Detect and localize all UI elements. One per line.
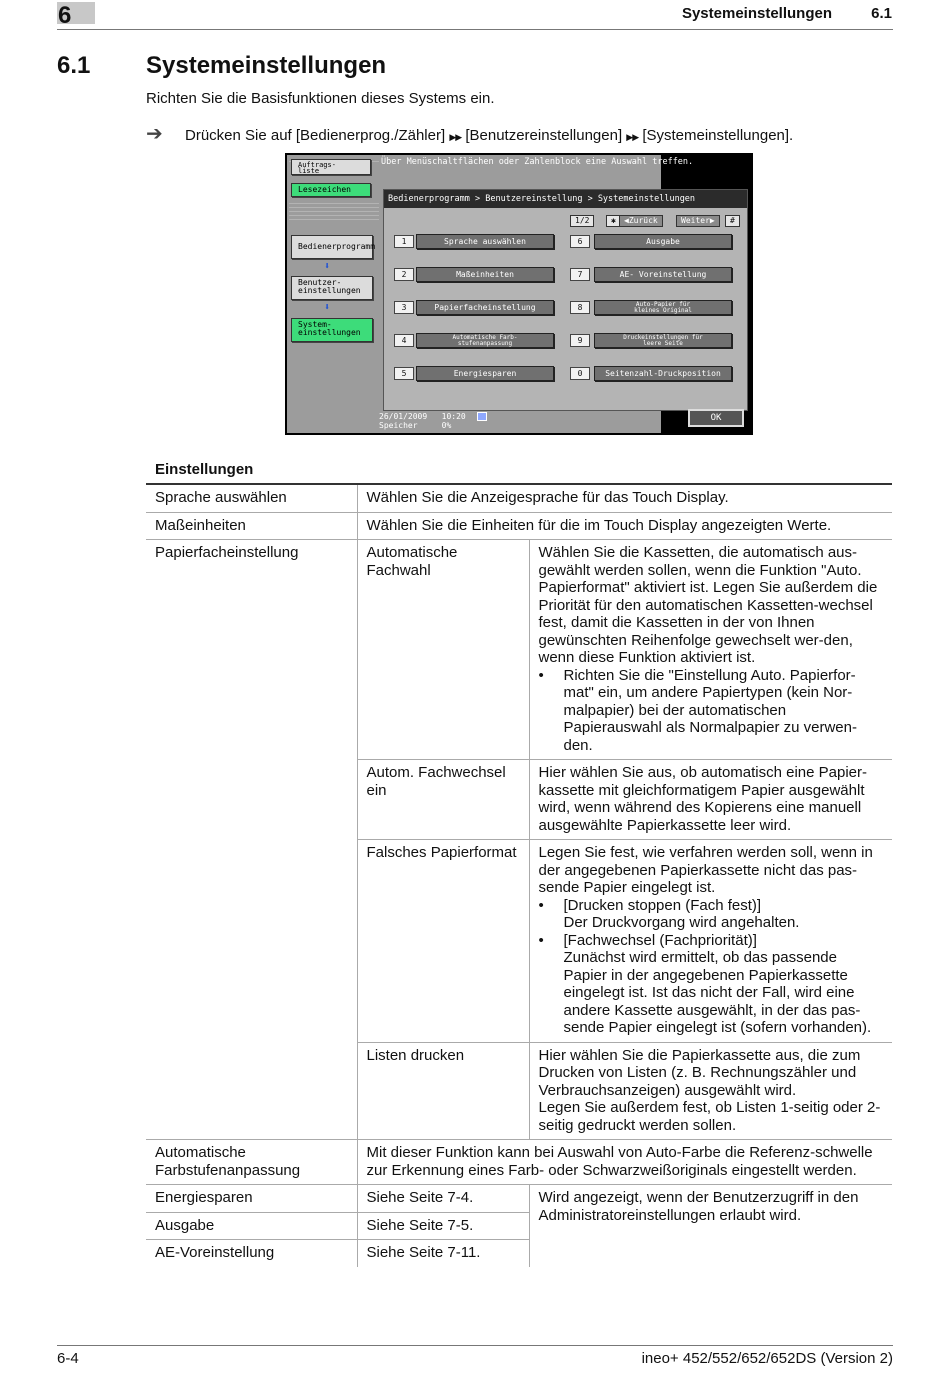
network-icon (477, 412, 487, 421)
page-reference: Siehe Seite 7-11. (357, 1240, 529, 1267)
page-number: 6-4 (57, 1350, 79, 1367)
system-settings-button[interactable]: System- einstellungen (291, 318, 373, 342)
page-number-key[interactable]: Seitenzahl-Druckposition (594, 366, 732, 381)
key-number: 3 (394, 301, 414, 314)
step-arrow-icon: ➔ (146, 123, 163, 145)
setting-name: Ausgabe (146, 1212, 357, 1240)
setting-name: Automatische Farbstufenanpassung (146, 1140, 357, 1185)
bullet-item: • [Drucken stoppen (Fach fest)] Der Druckvorgang wird angehalten. (539, 897, 884, 932)
forward-icon: ▶▶ (626, 132, 639, 142)
color-adjust-key[interactable]: Automatische Farb- stufenanpassung (416, 333, 554, 348)
header-rule (57, 29, 893, 30)
intro-text: Richten Sie die Basisfunktionen dieses Systems ein. (146, 90, 495, 107)
sub-setting-name: Falsches Papierformat (357, 840, 529, 1043)
panel-stripe (289, 203, 379, 204)
table-row (146, 1185, 892, 1213)
units-key[interactable]: Maßeinheiten (416, 267, 554, 282)
setting-description: Hier wählen Sie aus, ob automatisch eine Papier-kassette mit gleichformatigem Papier ausgewählt wird, wenn während des Kopierens eine manuell ausgewählte Papierkassette leer wird. (529, 760, 892, 840)
ok-button[interactable]: OK (688, 409, 744, 427)
setting-description: Wählen Sie die Einheiten für die im Touch Display angezeigten Werte. (357, 512, 892, 540)
running-section: 6.1 (871, 5, 892, 22)
settings-table (146, 483, 892, 1267)
bullet-item: • [Fachwechsel (Fachpriorität)] Zunächst wird ermittelt, ob das passende Papier in der angegebenen Papierkassette eingelegt ist. Ist das nicht der Fall, wird eine andere Kassette ausgewählt, in der das pas-sende Papier eingelegt ist (sofern vorhanden). (539, 932, 884, 1037)
section-number: 6.1 (57, 52, 91, 79)
bookmark-button[interactable]: Lesezeichen (291, 183, 371, 197)
chapter-number: 6 (58, 2, 72, 29)
user-settings-button[interactable]: Benutzer- einstellungen (291, 276, 373, 300)
panel-stripe (289, 207, 379, 208)
status-bar (379, 412, 466, 430)
key-number: 4 (394, 334, 414, 347)
setting-description: Mit dieser Funktion kann bei Auswahl von Auto-Farbe die Referenz-schwelle zur Erkennung eines Farb- oder Schwarzweißoriginals eingestellt werden. (357, 1140, 892, 1185)
setting-description: Wählen Sie die Kassetten, die automatisch aus-gewählt werden sollen, wenn die Funktion "Auto. Papierformat" aktiviert ist. Legen Sie außerdem die Priorität für den automatischen Kassetten-wechsel fest, damit die Kassetten in der von Ihnen gewünschten Reihenfolge gewechselt wer-den, wenn diese Funktion aktiviert ist. • Richten Sie die "Einstellung Auto. Papierfor-mat" ein, um andere Papiertypen (kein Nor-malpapier) bei der automatischen Papierauswahl als Normalpapier zu verwen-den. (529, 540, 892, 760)
running-title: Systemeinstellungen (681, 5, 832, 22)
setting-name: Papierfacheinstellung (146, 540, 357, 1140)
bullet-item: • Richten Sie die "Einstellung Auto. Papierfor-mat" ein, um andere Papiertypen (kein Nor-malpapier) bei der automatischen Papierauswahl als Normalpapier zu verwen-den. (539, 667, 884, 755)
paper-tray-key[interactable]: Papierfacheinstellung (416, 300, 554, 315)
table-row (146, 484, 892, 512)
settings-panel (383, 189, 748, 411)
table-row (146, 512, 892, 540)
down-arrow-icon: ⬇ (324, 261, 331, 272)
key-number: 6 (570, 235, 590, 248)
forward-icon: ▶▶ (449, 132, 462, 142)
sub-setting-name: Listen drucken (357, 1042, 529, 1140)
product-name: ineo+ 452/552/652/652DS (Version 2) (641, 1350, 893, 1367)
step-instruction: Drücken Sie auf [Bedienerprog./Zähler] ▶▶ [Benutzereinstellungen] ▶▶ [Systemeinstellungen]. (185, 127, 794, 144)
footer-rule (57, 1345, 893, 1346)
date: 26/01/2009 (379, 412, 428, 421)
screen-breadcrumb: Bedienerprogramm > Benutzereinstellung > Systemeinstellungen (384, 190, 747, 208)
key-number: 8 (570, 301, 590, 314)
key-number: 0 (570, 367, 590, 380)
setting-description: Wählen Sie die Anzeigesprache für das Touch Display. (357, 484, 892, 512)
sub-setting-name: Automatische Fachwahl (357, 540, 529, 760)
sub-setting-name: Autom. Fachwechsel ein (357, 760, 529, 840)
down-arrow-icon: ⬇ (324, 302, 331, 313)
memory-value: 0% (441, 421, 452, 430)
setting-name: Energiesparen (146, 1185, 357, 1213)
panel-stripe (289, 211, 379, 212)
energy-key[interactable]: Energiesparen (416, 366, 554, 381)
auto-paper-key[interactable]: Auto-Papier für kleines Original (594, 300, 732, 315)
section-title: Systemeinstellungen (146, 52, 387, 79)
setting-description: Legen Sie fest, wie verfahren werden soll, wenn in der angegebenen Papierkassette nicht das pas-sende Papier eingelegt ist. • [Drucken stoppen (Fach fest)] Der Druckvorgang wird angehalten. • [Fachwechsel (Fachpriorität)] Zunächst wird ermittelt, ob das passende Papier in der angegebenen Papierkassette eingelegt ist. Ist das nicht der Fall, wird eine andere Kassette ausgewählt, in der das pas-sende Papier eingelegt ist (sofern vorhanden). (529, 840, 892, 1043)
table-row (146, 540, 892, 760)
hash-key[interactable]: # (725, 215, 740, 227)
control-panel-screenshot (285, 153, 753, 435)
panel-stripe (289, 215, 379, 216)
language-key[interactable]: Sprache auswählen (416, 234, 554, 249)
key-number: 1 (394, 235, 414, 248)
next-button[interactable]: Weiter▶ (676, 215, 720, 227)
output-key[interactable]: Ausgabe (594, 234, 732, 249)
page-reference: Siehe Seite 7-4. (357, 1185, 529, 1213)
key-number: 5 (394, 367, 414, 380)
page-indicator: 1/2 (570, 215, 594, 227)
star-key[interactable]: ✱ (606, 215, 621, 227)
table-heading: Einstellungen (155, 461, 254, 478)
page-reference: Siehe Seite 7-5. (357, 1212, 529, 1240)
setting-description: Hier wählen Sie die Papierkassette aus, die zum Drucken von Listen (z. B. Rechnungszähler und Verbrauchsanzeigen) ausgewählt wird. Legen Sie außerdem fest, ob Listen 1-seitig oder 2-seitig gedruckt werden sollen. (529, 1042, 892, 1140)
setting-name: Maßeinheiten (146, 512, 357, 540)
key-number: 7 (570, 268, 590, 281)
utility-button[interactable]: Bedienerprogramm (291, 235, 373, 259)
job-list-button[interactable]: Auftrags- liste (291, 159, 371, 175)
setting-name: Sprache auswählen (146, 484, 357, 512)
time: 10:20 (441, 412, 466, 421)
blank-page-key[interactable]: Druckeinstellungen für leere Seite (594, 333, 732, 348)
panel-stripe (289, 219, 379, 220)
ae-key[interactable]: AE- Voreinstellung (594, 267, 732, 282)
admin-note: Wird angezeigt, wenn der Benutzerzugriff in den Administratoreinstellungen erlaubt wird. (529, 1185, 892, 1267)
screen-message: Über Menüschaltflächen oder Zahlenblock eine Auswahl treffen. (381, 157, 694, 167)
table-row (146, 1140, 892, 1185)
memory-label: Speicher (379, 421, 418, 430)
key-number: 9 (570, 334, 590, 347)
setting-name: AE-Voreinstellung (146, 1240, 357, 1267)
back-button[interactable]: ◀Zurück (619, 215, 663, 227)
key-number: 2 (394, 268, 414, 281)
